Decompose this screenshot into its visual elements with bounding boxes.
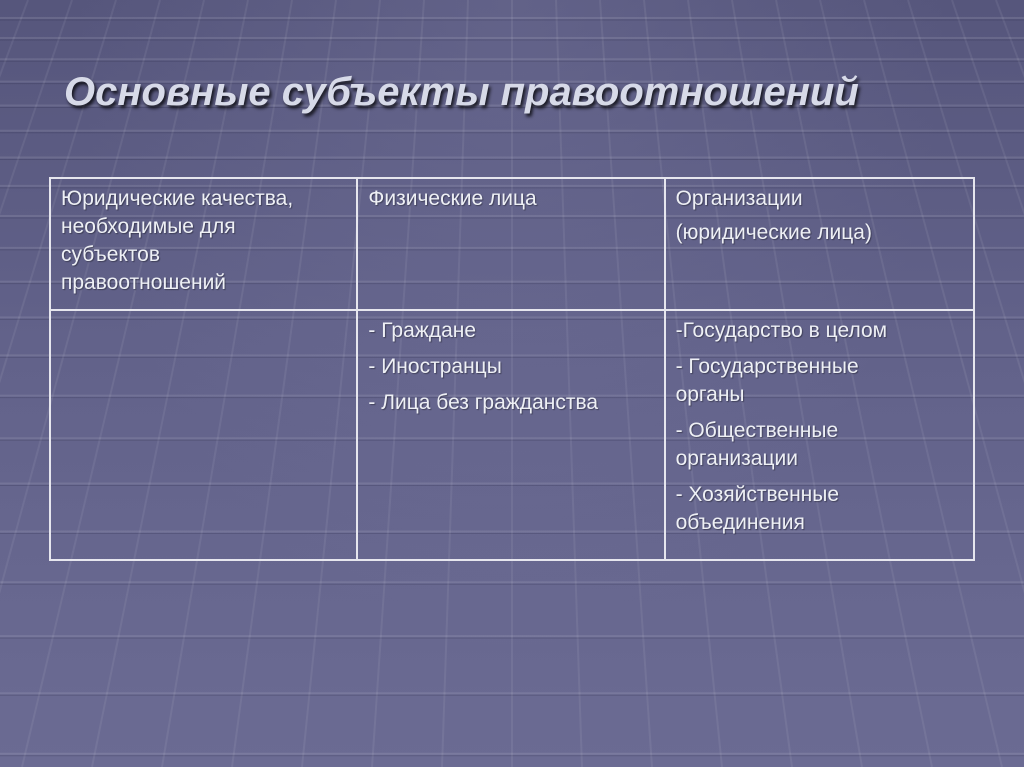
body-cell-individuals [357,310,664,560]
individuals-list-item: - Иностранцы [368,355,502,378]
organizations-item-line: - Хозяйственные [675,483,840,506]
header-organizations-line: (юридические лица) [675,221,872,244]
organizations-list-item [676,481,965,537]
organizations-list-item [676,417,965,473]
header-organizations-line: Организации [675,187,803,210]
organizations-item-line: органы [675,383,745,406]
organizations-item-line: - Государственные [675,355,859,378]
grid-line [996,0,1024,767]
header-qualities-line: Юридические качества, [61,187,294,210]
header-cell-individuals [357,178,664,310]
organizations-list-item [676,317,965,345]
body-cell-qualities [50,310,357,560]
organizations-item-line: организации [675,447,798,470]
individuals-list-item: - Граждане [368,319,477,342]
table-header-row [50,178,974,310]
body-cell-organizations [665,310,974,560]
grid-line [0,0,28,767]
header-qualities-line: субъектов [61,243,161,266]
header-qualities-line: правоотношений [61,271,227,294]
organizations-list-item [676,353,965,409]
header-qualities-line: необходимые для [61,215,236,238]
table-body-row [50,310,974,560]
slide-title: Основные субъекты правоотношений [64,70,859,114]
organizations-item-line: объединения [675,511,805,534]
subjects-table [49,177,975,561]
organizations-item-line: -Государство в целом [675,319,888,342]
individuals-list-item: - Лица без гражданства [368,391,599,414]
organizations-item-line: - Общественные [675,419,839,442]
header-cell-organizations [665,178,974,310]
header-cell-qualities [50,178,357,310]
header-individuals-label: Физические лица [368,187,537,210]
